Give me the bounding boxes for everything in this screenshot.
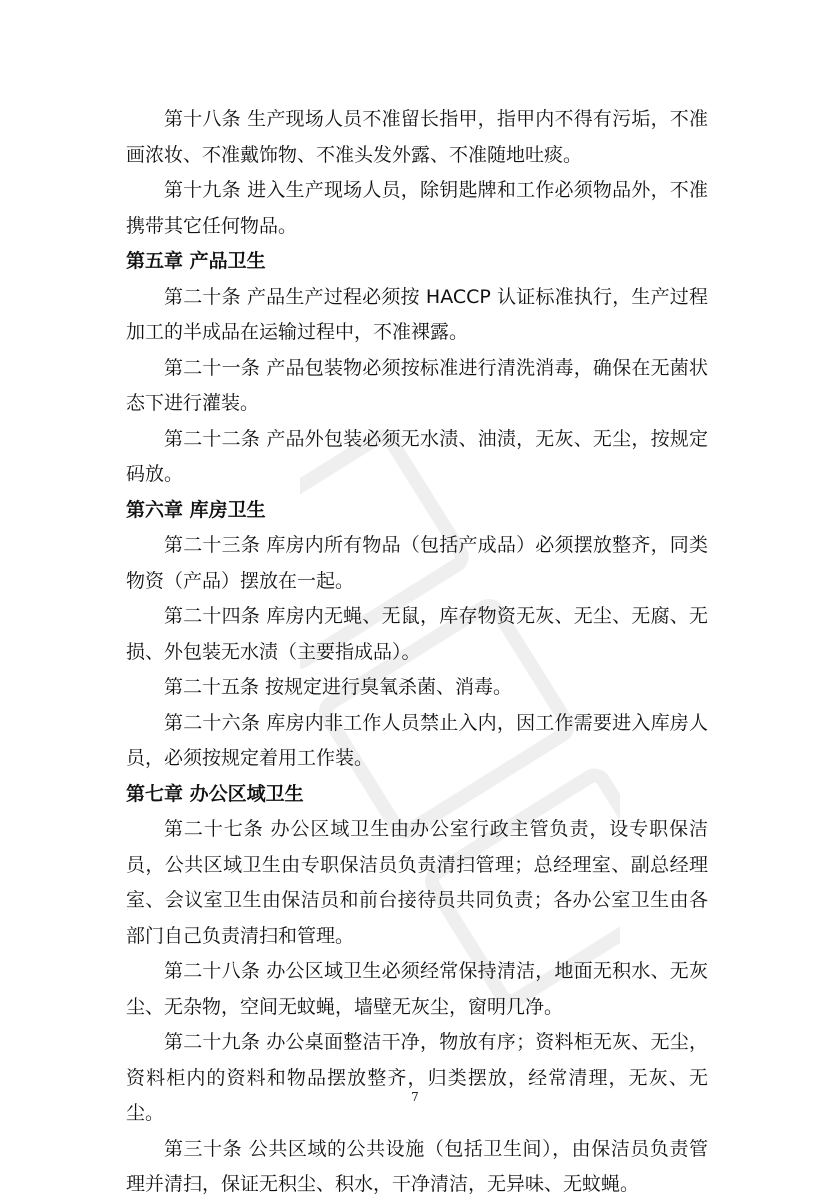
article-19: 第十九条 进入生产现场人员，除钥匙牌和工作必须物品外，不准携带其它任何物品。 bbox=[126, 179, 708, 237]
document-body bbox=[126, 102, 708, 1203]
page-number: 7 bbox=[411, 1090, 419, 1104]
article-26: 第二十六条 库房内非工作人员禁止入内，因工作需要进入库房人员，必须按规定着用工作装。 bbox=[126, 711, 708, 769]
article-30: 第三十条 公共区域的公共设施（包括卫生间），由保洁员负责管理并清扫，保证无积尘、积水，干净清洁，无异味、无蚊蝇。 bbox=[126, 1137, 708, 1195]
article-24: 第二十四条 库房内无蝇、无鼠，库存物资无灰、无尘、无腐、无损、外包装无水渍（主要指成品）。 bbox=[126, 605, 708, 663]
chapter-7-heading: 第七章 办公区域卫生 bbox=[126, 782, 304, 805]
article-29: 第二十九条 办公桌面整洁干净，物放有序；资料柜无灰、无尘，资料柜内的资料和物品摆放整齐，归类摆放，经常清理，无灰、无尘。 bbox=[126, 1031, 708, 1124]
article-21: 第二十一条 产品包装物必须按标准进行清洗消毒，确保在无菌状态下进行灌装。 bbox=[126, 356, 708, 414]
article-20: 第二十条 产品生产过程必须按 HACCP 认证标准执行，生产过程加工的半成品在运输过程中，不准裸露。 bbox=[126, 285, 708, 343]
chapter-6-heading: 第六章 库房卫生 bbox=[126, 498, 266, 521]
chapter-5-heading: 第五章 产品卫生 bbox=[126, 250, 266, 272]
article-28: 第二十八条 办公区域卫生必须经常保持清洁，地面无积水、无灰尘、无杂物，空间无蚊蝇，墙壁无灰尘，窗明几净。 bbox=[126, 960, 708, 1018]
article-27: 第二十七条 办公区域卫生由办公室行政主管负责，设专职保洁员，公共区域卫生由专职保洁员负责清扫管理；总经理室、副总经理室、会议室卫生由保洁员和前台接待员共同负责；各办公室卫生由各部门自己负责清扫和管理。 bbox=[126, 818, 708, 947]
article-18: 第十八条 生产现场人员不准留长指甲，指甲内不得有污垢，不准画浓妆、不准戴饰物、不准头发外露、不准随地吐痰。 bbox=[126, 108, 708, 166]
article-23: 第二十三条 库房内所有物品（包括产成品）必须摆放整齐，同类物资（产品）摆放在一起。 bbox=[126, 534, 708, 592]
article-22: 第二十二条 产品外包装必须无水渍、油渍，无灰、无尘，按规定码放。 bbox=[126, 427, 708, 485]
article-25: 第二十五条 按规定进行臭氧杀菌、消毒。 bbox=[164, 676, 513, 698]
